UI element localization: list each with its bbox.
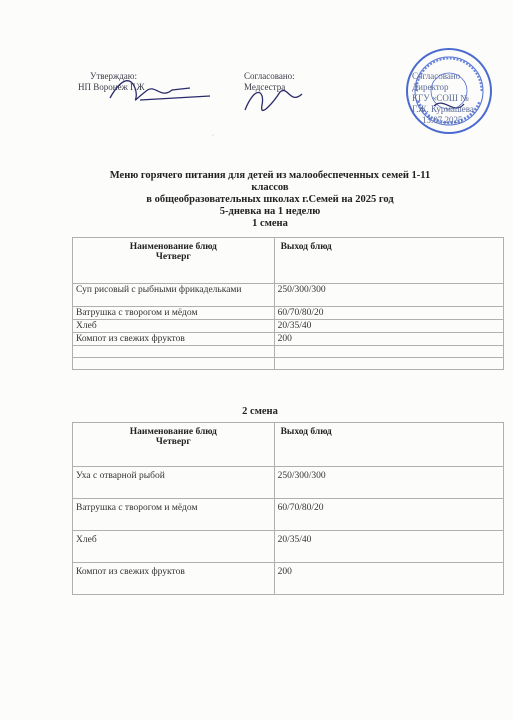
dish-cell: Уха с отварной рыбой [73, 467, 275, 499]
output-cell [274, 358, 503, 370]
output-cell: 200 [274, 563, 503, 595]
approval-name: НП Воронеж Г.Ж [78, 82, 145, 92]
day-label: Четверг [155, 252, 191, 262]
output-cell: 250/300/300 [274, 284, 503, 307]
dish-cell: Ватрушка с творогом и мёдом [73, 499, 275, 531]
dish-cell: Компот из свежих фруктов [73, 563, 275, 595]
table-row [73, 358, 504, 370]
dish-column-label: Наименование блюд [129, 427, 217, 437]
menu-table-shift2 [72, 422, 504, 595]
approval-name: Медсестра [244, 82, 286, 92]
table-row [73, 531, 504, 563]
output-cell: 60/70/80/20 [274, 307, 503, 320]
output-column-header: Выход блюд [274, 238, 503, 284]
approval-title: Согласовано: [244, 71, 295, 81]
table-row [73, 563, 504, 595]
dish-cell: Хлеб [73, 320, 275, 333]
title-line: в общеобразовательных школах г.Семей на 2025 год [146, 194, 394, 205]
dish-column-label: Наименование блюд [129, 242, 217, 252]
director-role: Директор [412, 82, 449, 92]
dish-cell [73, 358, 275, 370]
output-cell: 20/35/40 [274, 320, 503, 333]
signature-agree [240, 80, 310, 120]
output-cell [274, 346, 503, 358]
title-line: 5-дневка на 1 неделю [219, 206, 321, 217]
table-row [73, 284, 504, 307]
day-label: Четверг [155, 437, 191, 447]
output-cell: 200 [274, 333, 503, 346]
dish-cell: Суп рисовый с рыбными фрикадельками [73, 284, 275, 307]
table-header-row [73, 238, 504, 284]
menu-table-shift1 [72, 237, 504, 370]
output-cell: 60/70/80/20 [274, 499, 503, 531]
approval-block-director [400, 71, 474, 126]
table-row [73, 307, 504, 320]
dish-cell: Ватрушка с творогом и мёдом [73, 307, 275, 320]
dish-column-header [73, 238, 275, 284]
table-header-row [73, 423, 504, 467]
shift2-label: 2 смена [242, 406, 278, 417]
title-line: Меню горячего питания для детей из малообеспеченных семей 1-11 [109, 170, 431, 181]
shift1-label: 1 смена [252, 218, 288, 229]
approval-title: Согласовано [412, 71, 461, 81]
table-row [73, 320, 504, 333]
table-row [73, 499, 504, 531]
school-name: КГУ «СОШ № [412, 93, 469, 103]
director-name: Г.Ж. Курмашева [412, 104, 474, 114]
signature-approve [100, 70, 220, 110]
output-cell: 250/300/300 [274, 467, 503, 499]
approval-date: 13.07.2025 [422, 115, 463, 125]
dish-cell: Хлеб [73, 531, 275, 563]
output-column-header: Выход блюд [274, 423, 503, 467]
menu-title [60, 170, 480, 230]
table-row [73, 346, 504, 358]
dish-cell [73, 346, 275, 358]
table-row [73, 333, 504, 346]
dot-mark: · [212, 133, 214, 139]
dish-cell: Компот из свежих фруктов [73, 333, 275, 346]
dish-column-header [73, 423, 275, 467]
table-row [73, 467, 504, 499]
output-cell: 20/35/40 [274, 531, 503, 563]
approval-title: Утверждаю: [90, 71, 138, 81]
title-line: классов [251, 182, 289, 193]
